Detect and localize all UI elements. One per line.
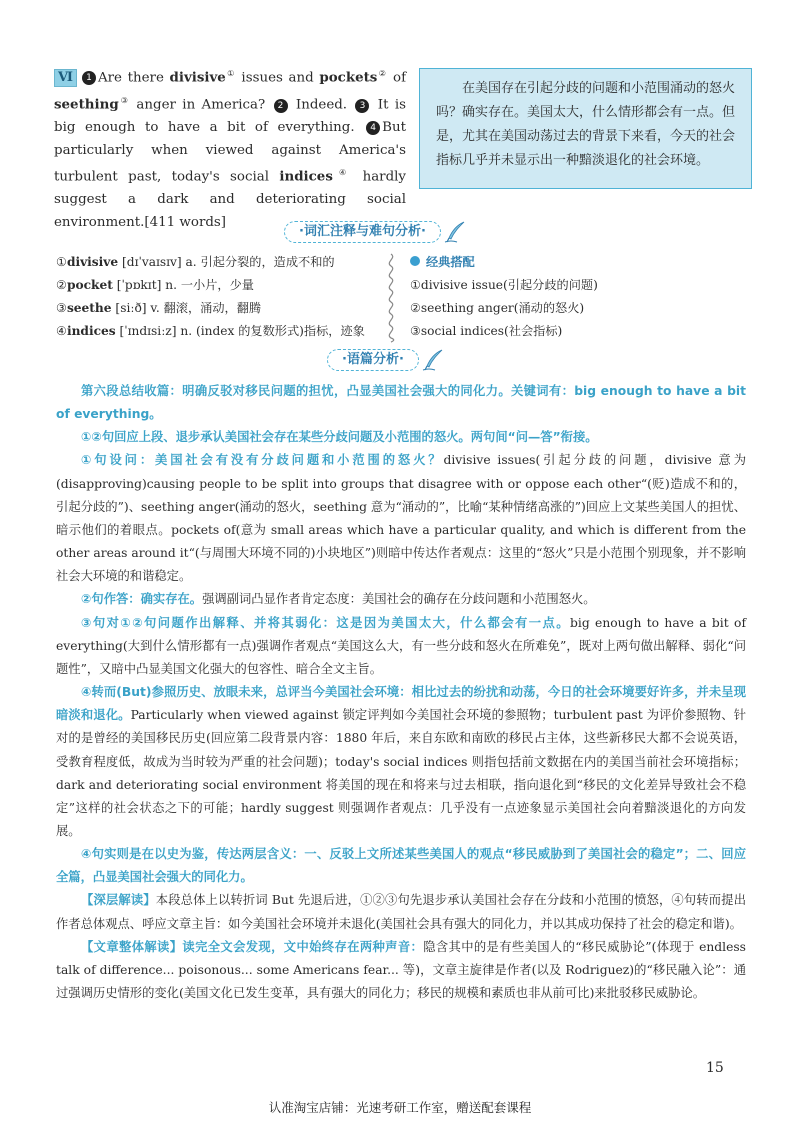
quill-pen-icon <box>421 348 445 372</box>
vocab-list <box>56 251 396 343</box>
body-text: Particularly when viewed against 锁定评判如今美国社会环境的参照物；turbulent past 为评价参照物、针对的是曾经的美国移民历史(回应第二段背景内容：1880 年后，来自东欧和南欧的移民占主体，这些新移民大都不会说英语，受教育程度低，故成为当时较为严重的社会问题)；today's social indices 则指包括前文数据在内的美国当前社会环境指标；dark and deteriorating social environment 将美国的现在和将来与过去相联，指向退化到“移民的文化差异导致社会不稳定”这样的社会状态之下的可能；hardly suggest 则强调作者观点：几乎没有一点迹象显示美国社会向着黯淡退化的方向发展。 <box>56 708 746 838</box>
highlight-text: 第六段总结收篇：明确反驳对移民问题的担忧，凸显美国社会强大的同化力。关键词有：big enough to have a bit of everything。 <box>56 384 746 422</box>
vocab-item <box>56 297 396 320</box>
vocab-item <box>56 320 396 343</box>
body-text: 本段总体上以转折词 But 先退后进，①②③句先退步承认美国社会存在分歧和小范围的愤怒，④句转而提出作者总体观点、呼应文章主旨：如今美国社会环境并未退化(美国社会具有强大的同化力，并以其成功保持了社会的稳定和谐)。 <box>56 893 746 931</box>
section-header-discourse <box>327 348 445 372</box>
passage-text: issues and <box>235 70 320 86</box>
paragraph-number-badge: Ⅵ <box>54 69 77 87</box>
analysis-paragraph <box>56 843 746 889</box>
passage-text: anger in America? <box>130 97 266 113</box>
footnote-marker: ② <box>377 69 388 78</box>
highlight-text: ④转而(But)参照历史、放眼未来，总评当今美国社会环境：相比过去的纷扰和动荡，今日的社会环境要好许多，并未呈现暗淡和退化。 <box>56 685 746 723</box>
highlight-text: ①句设问：美国社会有没有分歧问题和小范围的怒火？ <box>81 453 444 468</box>
section-header-vocab <box>284 220 467 244</box>
section-title: ·语篇分析· <box>327 349 419 371</box>
bullet-dot-icon <box>410 256 420 266</box>
highlight-text: 读完全文会发现，文中始终存在两种声音： <box>182 939 424 954</box>
highlight-text: ①②句回应上段、退步承认美国社会存在某些分歧问题及小范围的怒火。两句间“问—答”衔接。 <box>81 430 598 445</box>
analysis-paragraph <box>56 426 746 449</box>
passage-text: Are there <box>97 70 170 86</box>
vocab-definition: [siːð] v. 翻滚，涌动，翻腾 <box>111 301 262 315</box>
vocab-word: indices <box>66 324 116 338</box>
collocation-item: ②seething anger(涌动的怒火) <box>410 301 585 315</box>
body-text: 隐含其中的是有些美国人的“移民威胁论”(体现于 endless talk of difference... poisonous... some Americans fear... 等)，文章主旋律是作者(以及 Rodriguez)的“移民融入论”：通过强调历史情形的变化(美国文化已发生变革，具有强大的同化力；移民的规模和素质也非从前可比)来批驳移民威胁论。 <box>56 939 746 1001</box>
word-count: [411 words] <box>144 214 227 230</box>
footnote-marker: ③ <box>118 96 131 106</box>
highlight-text: ②句作答：确实存在。 <box>81 592 203 607</box>
keyword-pockets: pockets <box>319 69 378 86</box>
body-text: big enough to have a bit of everything(大到什么情形都有一点)强调作者观点“美国这么大，有一些分歧和怒火在所难免”，既对上两句做出解释、弱化“问题性”，又暗中凸显美国文化强大的包容性、暗合全文主旨。 <box>56 615 746 676</box>
highlight-text: ③句对①②句问题作出解释、并将其弱化：这是因为美国太大，什么都会有一点。 <box>81 615 571 630</box>
vocab-num: ② <box>56 278 67 292</box>
footer-shop-notice: 认准淘宝店铺：光速考研工作室，赠送配套课程 <box>268 1100 532 1115</box>
vocab-item <box>56 274 396 297</box>
vocab-definition: [dɪˈvaɪsɪv] a. 引起分裂的，造成不和的 <box>118 255 335 269</box>
footnote-marker: ④ <box>332 168 353 178</box>
vocab-num: ④ <box>56 324 67 338</box>
section-title: ·词汇注释与难句分析· <box>284 221 441 243</box>
analysis-paragraph <box>56 380 746 426</box>
collocation-title-row <box>410 251 750 274</box>
translation-box: 在美国存在引起分歧的问题和小范围涌动的怒火吗？确实存在。美国太大，什么情形都会有一点。但是，尤其在美国动荡过去的背景下来看，今天的社会指标几乎并未显示出一种黯淡退化的社会环境。 <box>419 68 752 189</box>
passage-text: But particularly when viewed against America's turbulent past, today's social <box>54 120 406 185</box>
analysis-paragraph <box>56 681 746 843</box>
collocation-title: 经典搭配 <box>426 255 475 269</box>
analysis-body <box>56 380 746 1005</box>
spiral-divider-icon <box>384 252 398 344</box>
analysis-paragraph <box>56 612 746 681</box>
body-text: 强调副词凸显作者肯定态度：美国社会的确存在分歧问题和小范围怒火。 <box>202 592 596 607</box>
highlight-text: ④句实则是在以史为鉴，传达两层含义：一、反驳上文所述某些美国人的观点“移民威胁到了美国社会的稳定”；二、回应全篇，凸显美国社会强大的同化力。 <box>56 847 746 885</box>
collocation-list <box>410 251 750 343</box>
analysis-paragraph <box>56 936 746 1005</box>
deep-reading-tag: 【深层解读】 <box>81 893 156 908</box>
collocation-item: ③social indices(社会指标) <box>410 324 563 338</box>
analysis-paragraph <box>56 449 746 588</box>
vocab-definition: [ˈɪndɪsiːz] n. (index 的复数形式)指标，迹象 <box>115 324 365 338</box>
vocab-item <box>56 251 396 274</box>
overall-reading-tag: 【文章整体解读】 <box>81 939 183 954</box>
footnote-marker: ① <box>225 69 236 78</box>
collocation-item: ①divisive issue(引起分歧的问题) <box>410 278 598 292</box>
sentence-number-1: 1 <box>82 71 96 85</box>
vocab-num: ① <box>56 255 67 269</box>
vocab-definition: [ˈpɒkɪt] n. 一小片，少量 <box>112 278 254 292</box>
sentence-number-2: 2 <box>274 99 288 113</box>
vocab-num: ③ <box>56 301 67 315</box>
passage-text: Indeed. <box>289 97 348 113</box>
body-text: divisive issues(引起分歧的问题，divisive 意为(disapproving)causing people to be split into groups that disagree with or oppose each other“(贬)造成不和的，引起分歧的”)、seething anger(涌动的怒火，seething 意为“涌动的”，比喻“某种情绪高涨的”)回应上文某些美国人的担忧、暗示他们的着眼点。pockets of(意为 small areas which have a particular quality, and which is different from the other areas around it“(与周围大环境不同的)小块地区”)则暗中传达作者观点：这里的“怒火”只是小范围个别现象，并不影响社会大环境的和谐稳定。 <box>56 453 747 584</box>
quill-pen-icon <box>443 220 467 244</box>
sentence-number-3: 3 <box>355 99 369 113</box>
analysis-paragraph <box>56 588 746 611</box>
vocab-word: divisive <box>66 255 119 269</box>
keyword-indices: indices <box>279 168 333 185</box>
vocab-word: seethe <box>66 301 112 315</box>
vocab-word: pocket <box>66 278 113 292</box>
passage-text: hardly suggest a dark and deteriorating social environment. <box>54 169 406 230</box>
analysis-paragraph <box>56 889 746 935</box>
sentence-number-4: 4 <box>366 121 380 135</box>
passage-text: of <box>387 70 407 86</box>
keyword-divisive: divisive <box>169 69 226 86</box>
page-number: 15 <box>706 1060 724 1076</box>
keyword-seething: seething <box>54 96 119 113</box>
passage-paragraph-6 <box>54 63 406 235</box>
passage-text: It is big enough to have a bit of everything. <box>54 97 406 136</box>
